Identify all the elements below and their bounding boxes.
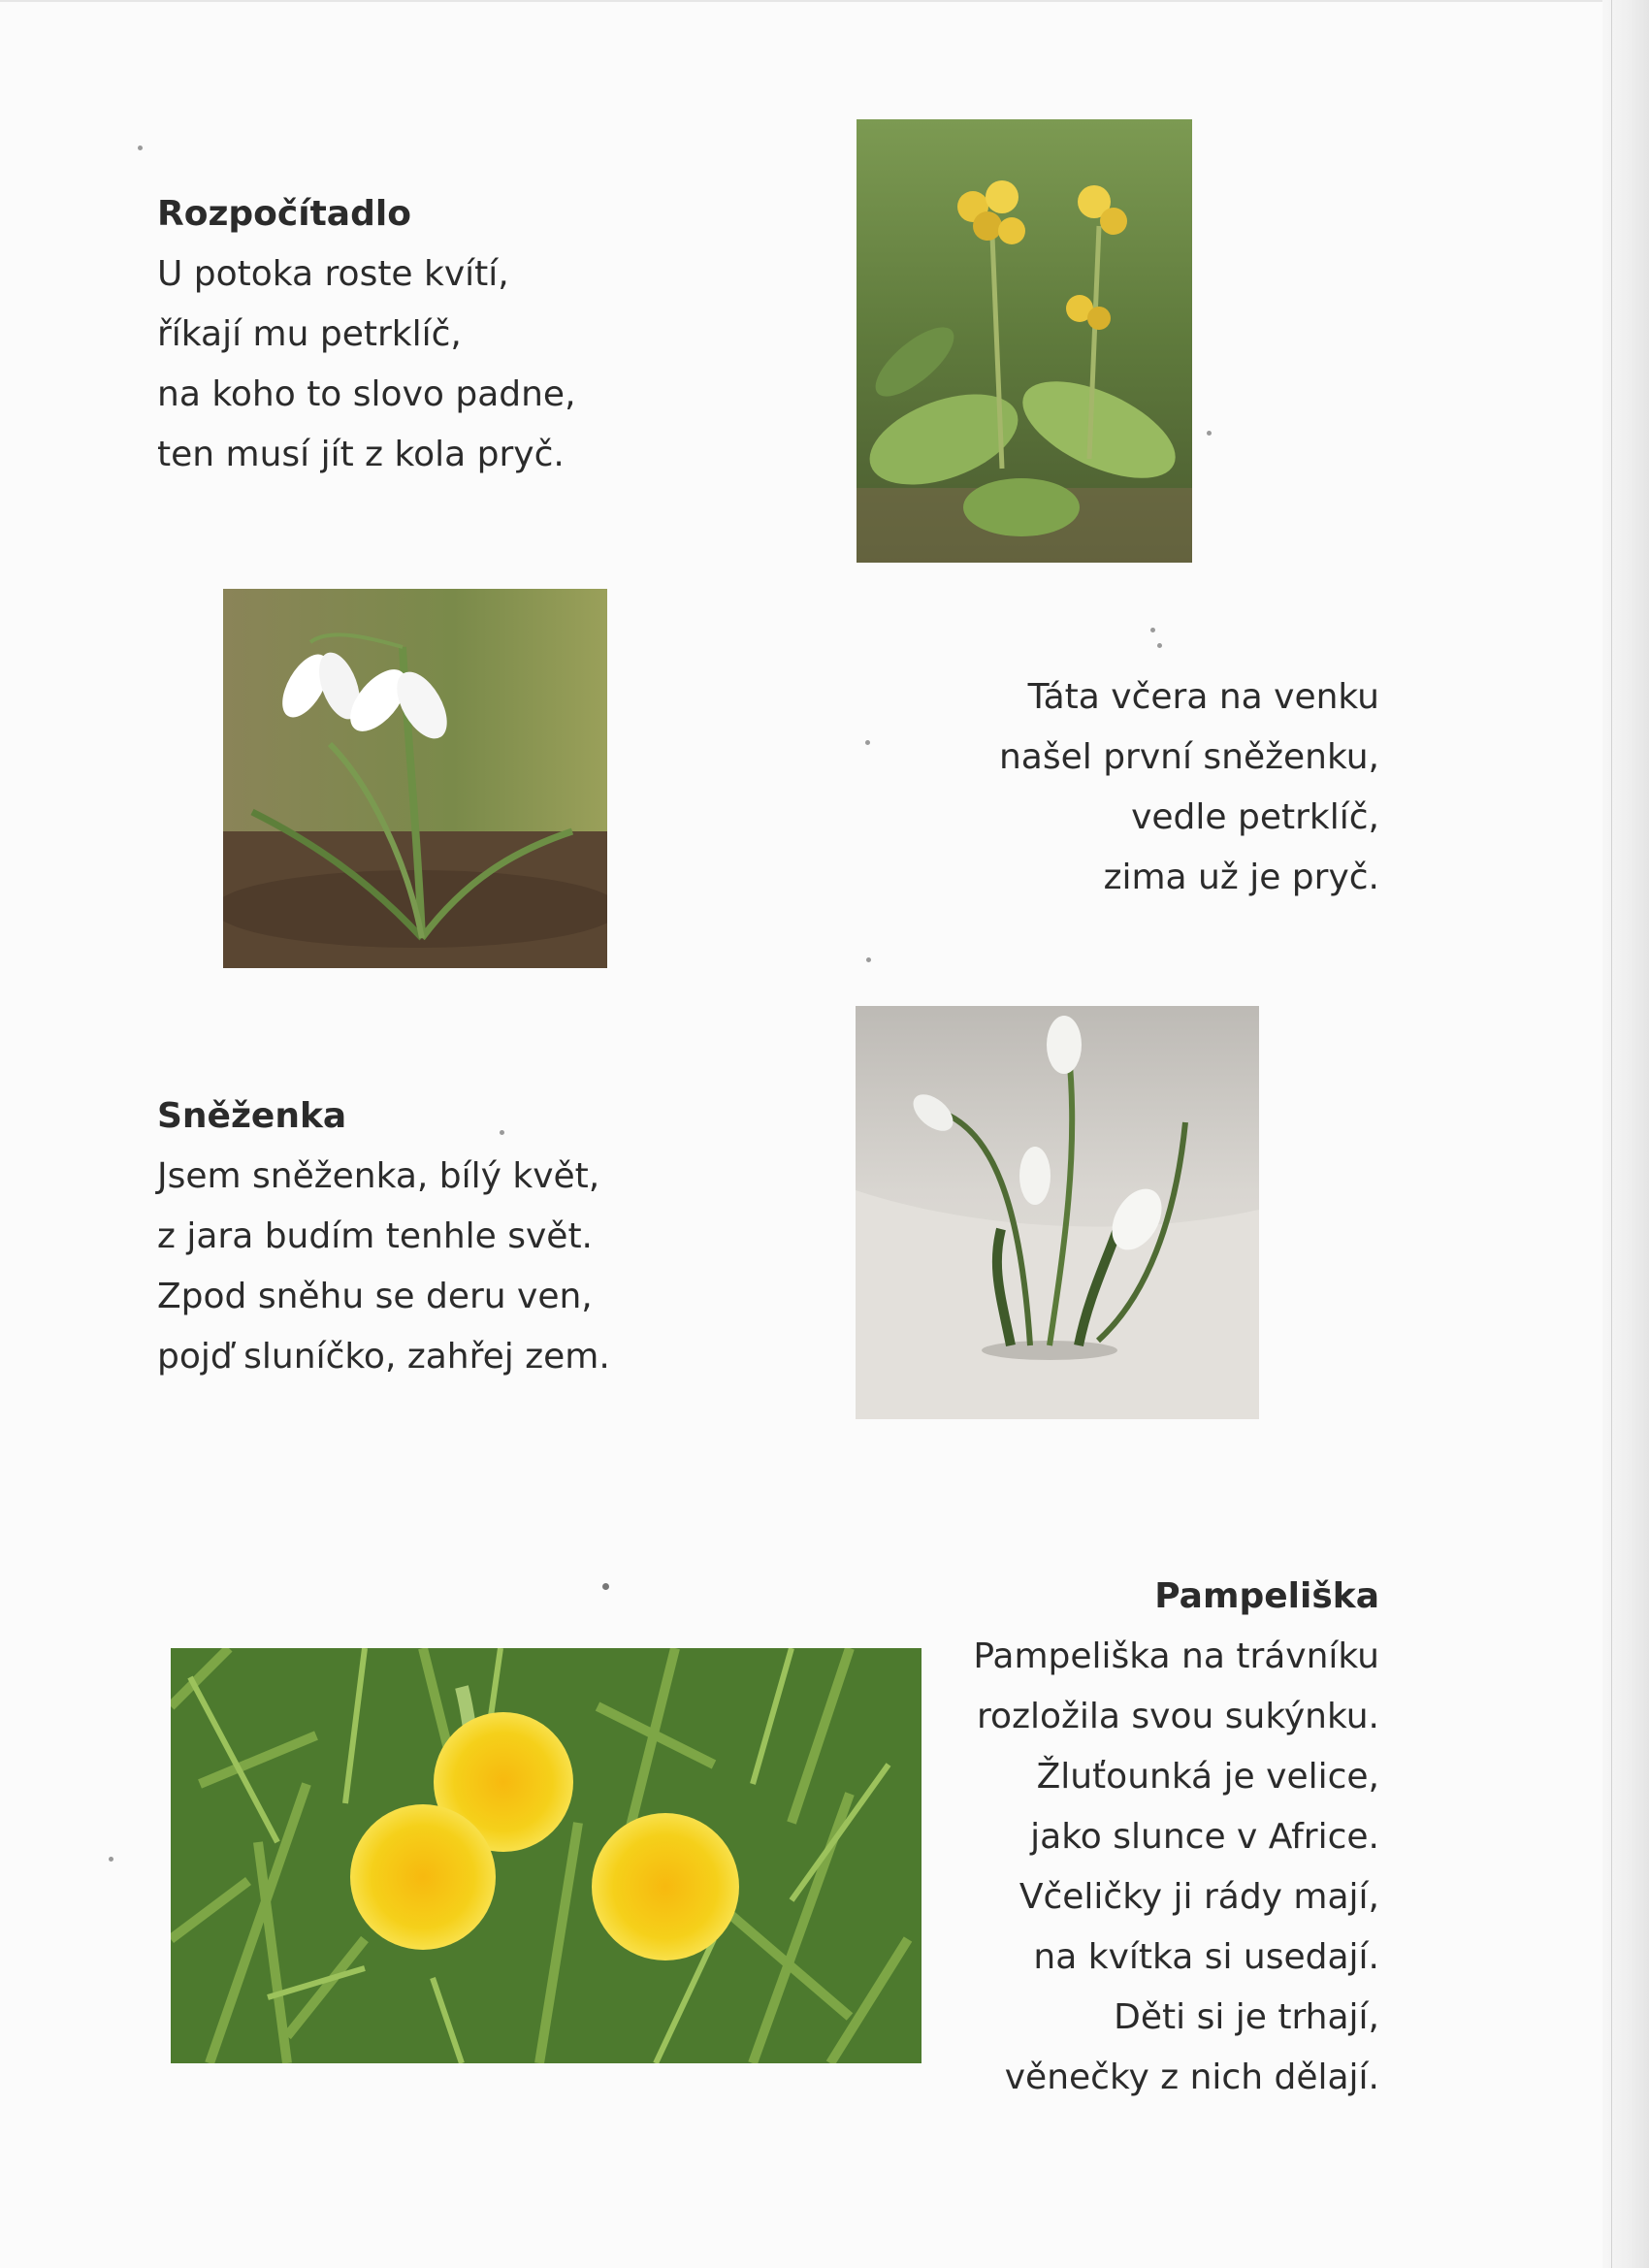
poem-line: pojď sluníčko, zahřej zem. (157, 1337, 610, 1377)
scan-right-edge (1602, 0, 1649, 2268)
poem-tata (999, 667, 1379, 908)
poem-line: z jara budím tenhle svět. (157, 1216, 593, 1256)
dandelion-photo (171, 1648, 922, 2063)
poem-line: rozložila svou sukýnku. (977, 1697, 1379, 1736)
scan-speck (602, 1583, 609, 1590)
poem-line: Žluťounká je velice, (1036, 1757, 1379, 1797)
poem-line: Děti si je trhají, (1114, 1997, 1379, 2037)
cowslip-photo (857, 119, 1192, 563)
scan-speck (138, 146, 143, 150)
poem-snezenka (157, 1086, 610, 1387)
scan-speck (1150, 628, 1155, 632)
snowdrop-snow-photo (856, 1006, 1259, 1419)
scan-speck (1157, 643, 1162, 648)
poem-line: říkají mu petrklíč, (157, 314, 462, 354)
poem-line: vedle petrklíč, (1131, 797, 1379, 837)
poem-line: zima už je pryč. (1103, 858, 1379, 897)
poem-title: Sněženka (157, 1096, 347, 1136)
poem-line: Pampeliška na trávníku (973, 1636, 1379, 1676)
poem-rozpocitadlo (157, 184, 576, 485)
scan-edge-line (1611, 0, 1612, 2268)
scan-speck (1207, 431, 1212, 436)
scan-speck (865, 740, 870, 745)
snowdrop-soil-photo (223, 589, 607, 968)
poem-line: Včeličky ji rády mají, (1018, 1877, 1379, 1917)
poem-line: Jsem sněženka, bílý květ, (157, 1156, 600, 1196)
poem-pampeliska (973, 1567, 1379, 2108)
poem-line: našel první sněženku, (998, 737, 1379, 777)
scan-speck (866, 957, 871, 962)
scan-top-edge (0, 0, 1649, 2)
scan-speck (109, 1857, 113, 1862)
poem-line: věnečky z nich dělají. (1004, 2057, 1379, 2097)
poem-line: na koho to slovo padne, (157, 374, 576, 414)
poem-line: Zpod sněhu se deru ven, (157, 1277, 593, 1316)
poem-line: jako slunce v Africe. (1030, 1817, 1379, 1857)
poem-line: Táta včera na venku (1027, 677, 1379, 717)
poem-line: na kvítka si usedají. (1033, 1937, 1379, 1977)
scan-speck (500, 1130, 504, 1135)
poem-title: Pampeliška (1154, 1576, 1379, 1616)
poem-line: U potoka roste kvítí, (157, 254, 509, 294)
poem-line: ten musí jít z kola pryč. (157, 435, 565, 474)
poem-title: Rozpočítadlo (157, 194, 411, 234)
